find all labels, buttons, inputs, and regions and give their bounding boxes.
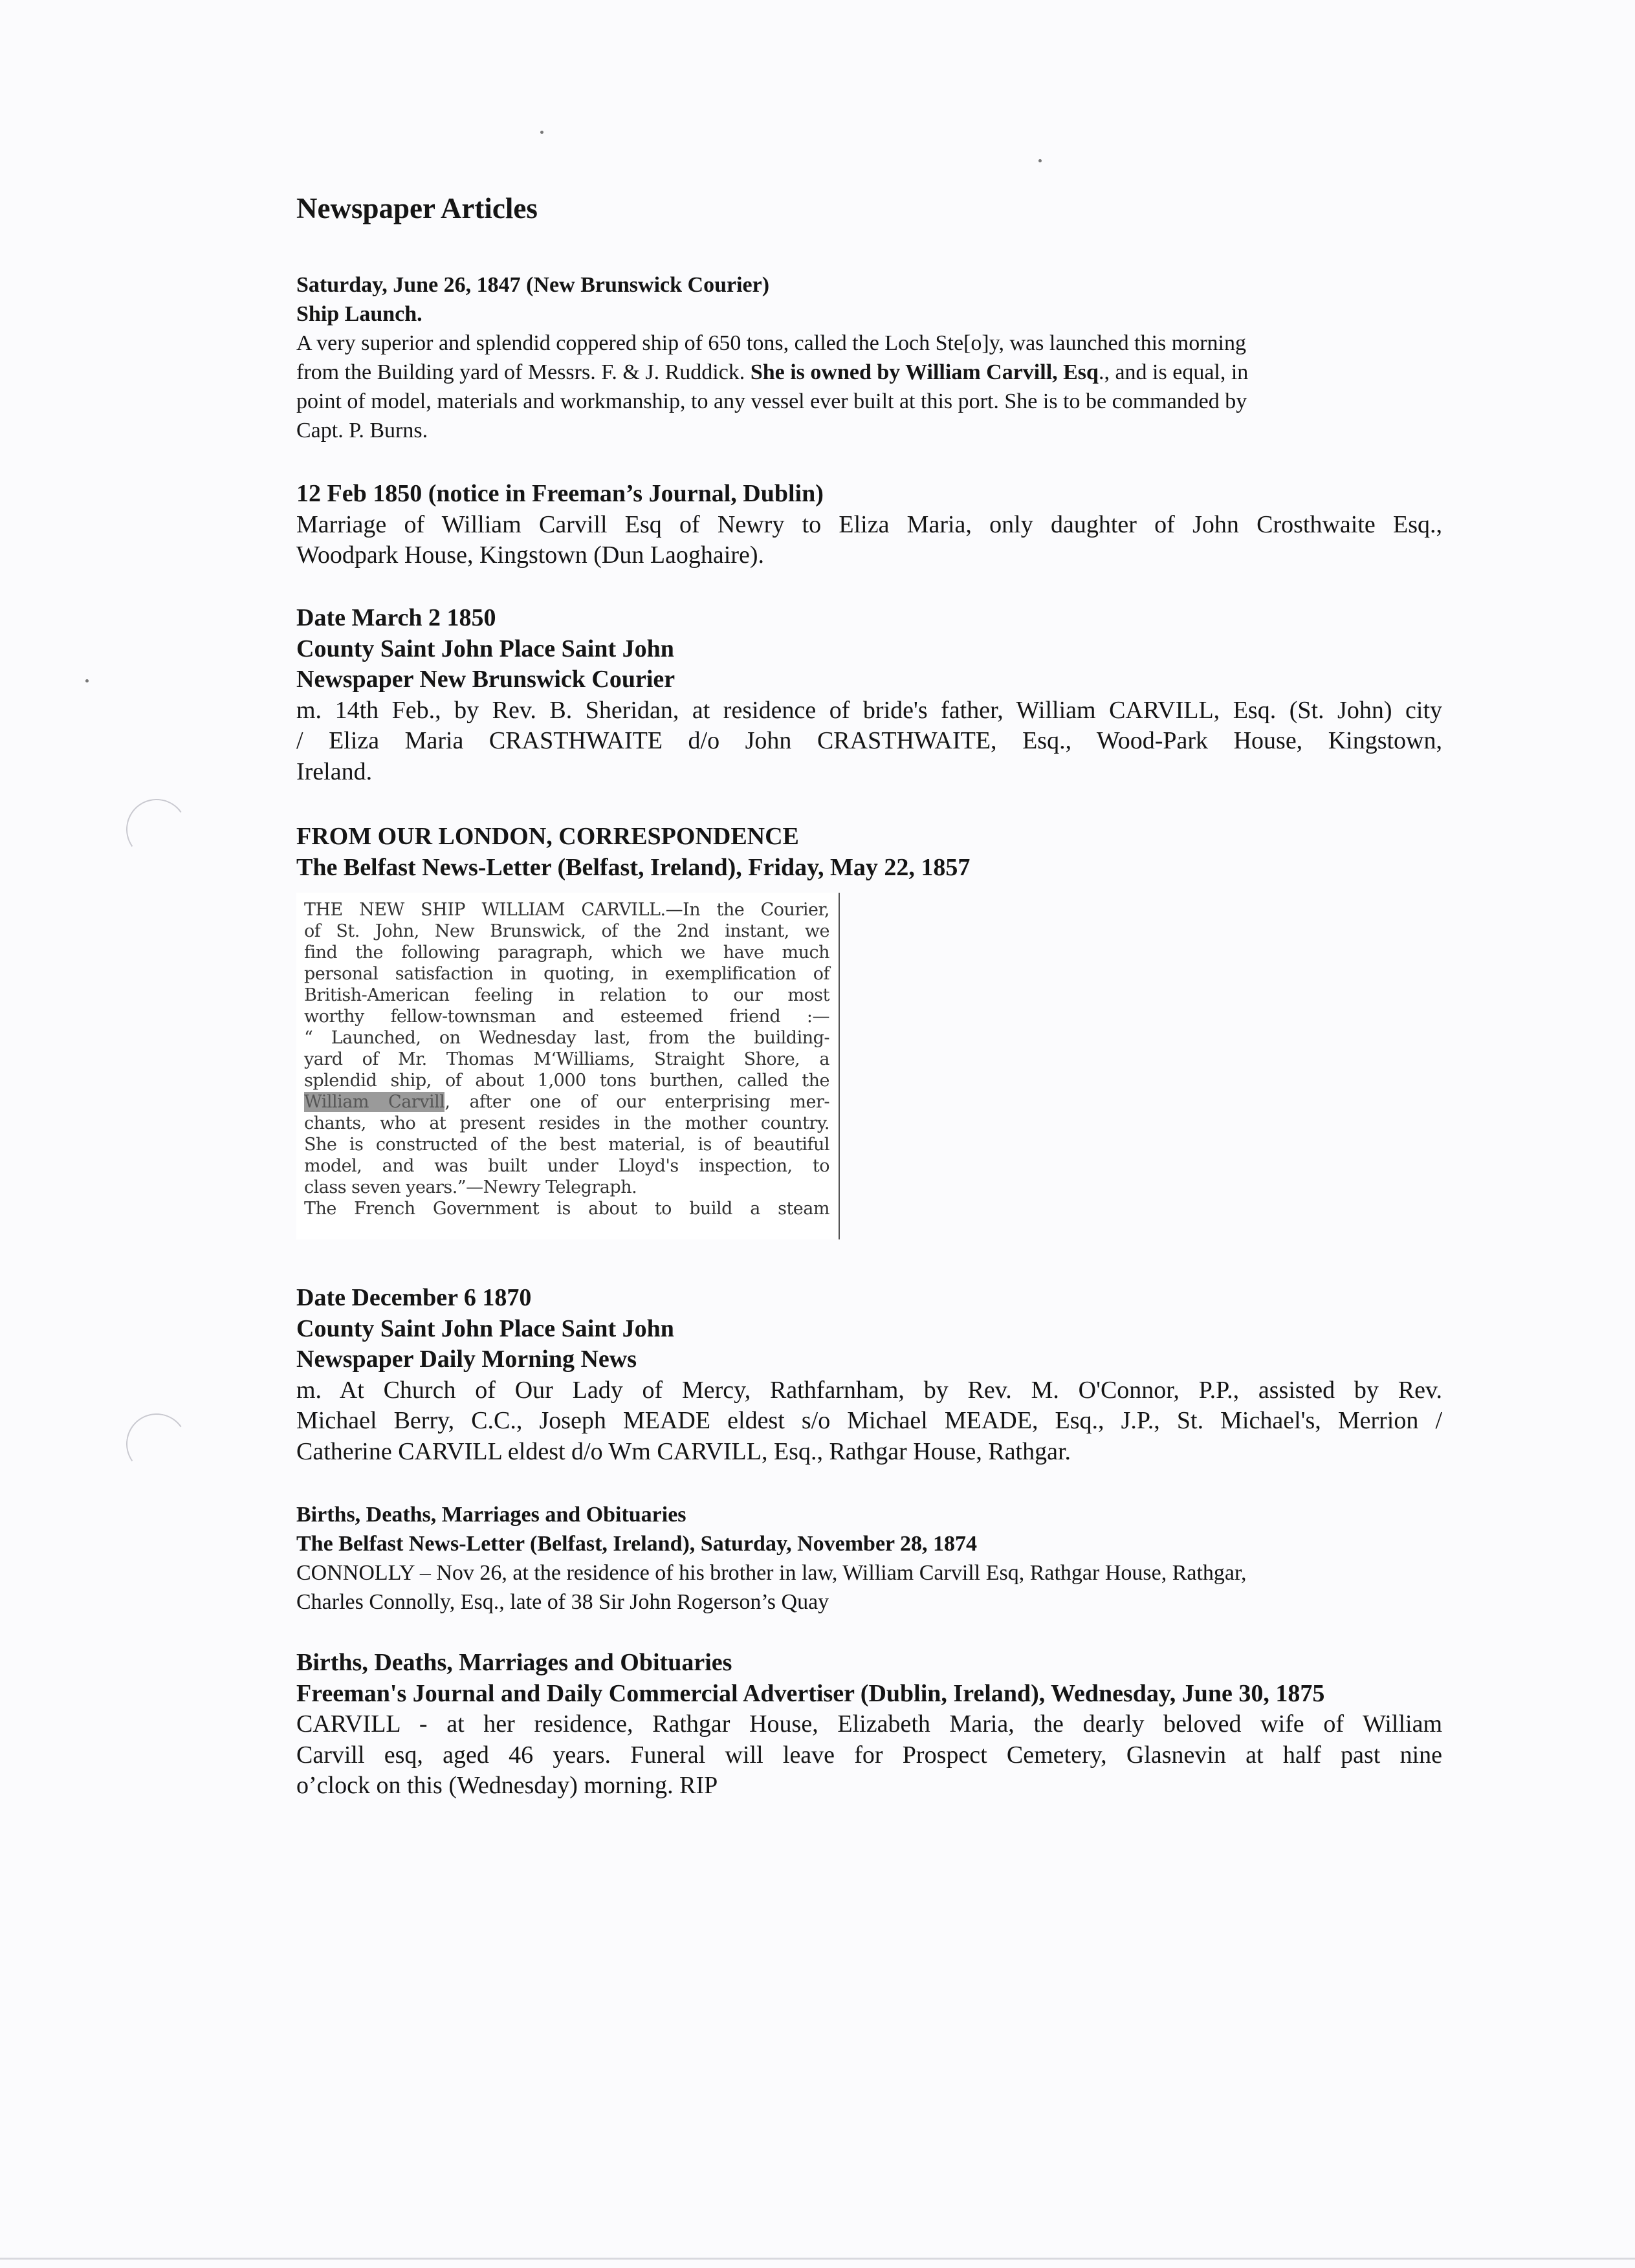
article-section [296, 1500, 1442, 1617]
clipping-line [296, 1049, 839, 1070]
article-heading: Freeman's Journal and Daily Commercial Advertiser (Dublin, Ireland), Wednesday, June 30, 1875 [296, 1679, 1325, 1707]
clipping-line [296, 963, 839, 985]
article-section [296, 270, 1442, 445]
article-heading: Newspaper Daily Morning News [296, 1346, 637, 1373]
text-segment: worthy fellow-townsman and esteemed friend :— [304, 1007, 829, 1027]
text-segment: splendid ship, of about 1,000 tons burthen, called the [304, 1071, 829, 1091]
article-text-line [296, 329, 1442, 358]
bold-text: She is owned by William Carvill, Esq [750, 360, 1099, 384]
text-segment: “ Launched, on Wednesday last, from the building- [304, 1028, 829, 1048]
article-text-line [296, 757, 1442, 788]
article-section [296, 479, 1442, 571]
text-segment: Marriage of William Carvill Esq of Newry to Eliza Maria, only daughter of John Crosthwaite Esq., [296, 510, 1442, 538]
clipping-line [296, 1134, 839, 1155]
article-heading: The Belfast News-Letter (Belfast, Ireland), Saturday, November 28, 1874 [296, 1532, 978, 1556]
article-text-line [296, 1406, 1442, 1437]
article-text-line [296, 1558, 1442, 1587]
article-section [296, 822, 1442, 883]
text-segment: Catherine CARVILL eldest d/o Wm CARVILL, Esq., Rathgar House, Rathgar. [296, 1437, 1071, 1465]
article-text-line [296, 726, 1442, 757]
article-heading: Saturday, June 26, 1847 (New Brunswick Courier) [296, 273, 770, 297]
text-segment: THE NEW SHIP WILLIAM CARVILL.—In the Courier, [304, 900, 829, 920]
article-text-line [296, 1375, 1442, 1406]
text-segment: Woodpark House, Kingstown (Dun Laoghaire). [296, 541, 765, 569]
text-segment: Charles Connolly, Esq., late of 38 Sir John Rogerson’s Quay [296, 1590, 829, 1614]
text-segment: Michael Berry, C.C., Joseph MEADE eldest s/o Michael MEADE, Esq., J.P., St. Michael's, Merrion / [296, 1407, 1442, 1434]
text-segment: yard of Mr. Thomas M‘Williams, Straight Shore, a [304, 1049, 829, 1069]
text-segment: class seven years.”—Newry Telegraph. [304, 1177, 637, 1197]
text-segment: personal satisfaction in quoting, in exemplification of [304, 964, 829, 984]
text-segment: ., and is equal, in [1098, 360, 1249, 384]
clipping-line [296, 985, 839, 1006]
text-segment: point of model, materials and workmanship, to any vessel ever built at this port. She is to be commanded by [296, 389, 1247, 413]
article-section [296, 603, 1442, 787]
text-segment: find the following paragraph, which we have much [304, 943, 829, 963]
scan-speck [1038, 159, 1042, 162]
clipping-line [296, 1155, 839, 1177]
article-text-line [296, 1709, 1442, 1740]
page-title: Newspaper Articles [296, 192, 538, 224]
highlighted-text: William Carvill [304, 1092, 445, 1112]
article-heading: County Saint John Place Saint John [296, 1314, 674, 1342]
clipping-line [296, 1027, 839, 1049]
article-text-line [296, 510, 1442, 541]
article-text-line [296, 695, 1442, 726]
text-segment: The French Government is about to build a steam [304, 1199, 829, 1219]
article-heading: 12 Feb 1850 (notice in Freeman’s Journal, Dublin) [296, 480, 824, 507]
article-text-line [296, 540, 1442, 571]
clipping-line [296, 942, 839, 963]
article-text-line [296, 416, 1442, 445]
article-heading: Date December 6 1870 [296, 1284, 532, 1311]
text-segment: CONNOLLY – Nov 26, at the residence of his brother in law, William Carvill Esq, Rathgar House, Rathgar, [296, 1561, 1247, 1585]
text-segment: A very superior and splendid coppered ship of 650 tons, called the Loch Ste[o]y, was launched this morning [296, 331, 1246, 355]
clipping-line [296, 1198, 839, 1219]
article-text-line [296, 1740, 1442, 1771]
clipping-line [296, 899, 839, 921]
article-heading: Births, Deaths, Marriages and Obituaries [296, 1649, 732, 1676]
text-segment: / Eliza Maria CRASTHWAITE d/o John CRASTHWAITE, Esq., Wood-Park House, Kingstown, [296, 727, 1442, 754]
clipping-line [296, 1177, 839, 1198]
text-segment: British-American feeling in relation to our most [304, 985, 829, 1005]
article-text-line [296, 1587, 1442, 1617]
scan-speck [85, 679, 89, 682]
article-text-line [296, 1771, 1442, 1802]
article-heading: Births, Deaths, Marriages and Obituaries [296, 1503, 686, 1527]
article-text-line [296, 387, 1442, 416]
article-heading: FROM OUR LONDON, CORRESPONDENCE [296, 823, 799, 850]
clipping-line [296, 1070, 839, 1091]
article-text-line [296, 1437, 1442, 1468]
text-segment: CARVILL - at her residence, Rathgar House, Elizabeth Maria, the dearly beloved wife of William [296, 1710, 1442, 1738]
text-segment: She is constructed of the best material, is of beautiful [304, 1135, 829, 1155]
text-segment: m. 14th Feb., by Rev. B. Sheridan, at residence of bride's father, William CARVILL, Esq. (St. John) city [296, 696, 1442, 724]
text-segment: m. At Church of Our Lady of Mercy, Rathfarnham, by Rev. M. O'Connor, P.P., assisted by Rev. [296, 1376, 1442, 1404]
newspaper-clipping [296, 893, 840, 1239]
text-segment: Carvill esq, aged 46 years. Funeral will leave for Prospect Cemetery, Glasnevin at half past nine [296, 1741, 1442, 1769]
text-segment: model, and was built under Lloyd's inspection, to [304, 1156, 829, 1176]
clipping-line [296, 1006, 839, 1027]
article-section [296, 1648, 1442, 1802]
article-section [296, 1283, 1442, 1467]
clipping-line [296, 921, 839, 942]
article-heading: Ship Launch. [296, 302, 422, 326]
clipping-line [296, 1091, 839, 1113]
text-segment: , after one of our enterprising mer- [444, 1092, 830, 1112]
article-heading: Newspaper New Brunswick Courier [296, 666, 675, 693]
text-segment: from the Building yard of Messrs. F. & J. Ruddick. [296, 360, 751, 384]
article-text-line [296, 358, 1442, 387]
text-segment: Capt. P. Burns. [296, 419, 428, 442]
article-heading: The Belfast News-Letter (Belfast, Ireland), Friday, May 22, 1857 [296, 853, 971, 881]
clipping-line [296, 1113, 839, 1134]
scan-speck [540, 131, 543, 134]
text-segment: chants, who at present resides in the mother country. [304, 1113, 829, 1133]
text-segment: Ireland. [296, 758, 373, 785]
text-segment: of St. John, New Brunswick, of the 2nd instant, we [304, 921, 829, 941]
article-heading: Date March 2 1850 [296, 604, 496, 631]
text-segment: o’clock on this (Wednesday) morning. RIP [296, 1772, 718, 1799]
article-heading: County Saint John Place Saint John [296, 635, 674, 662]
